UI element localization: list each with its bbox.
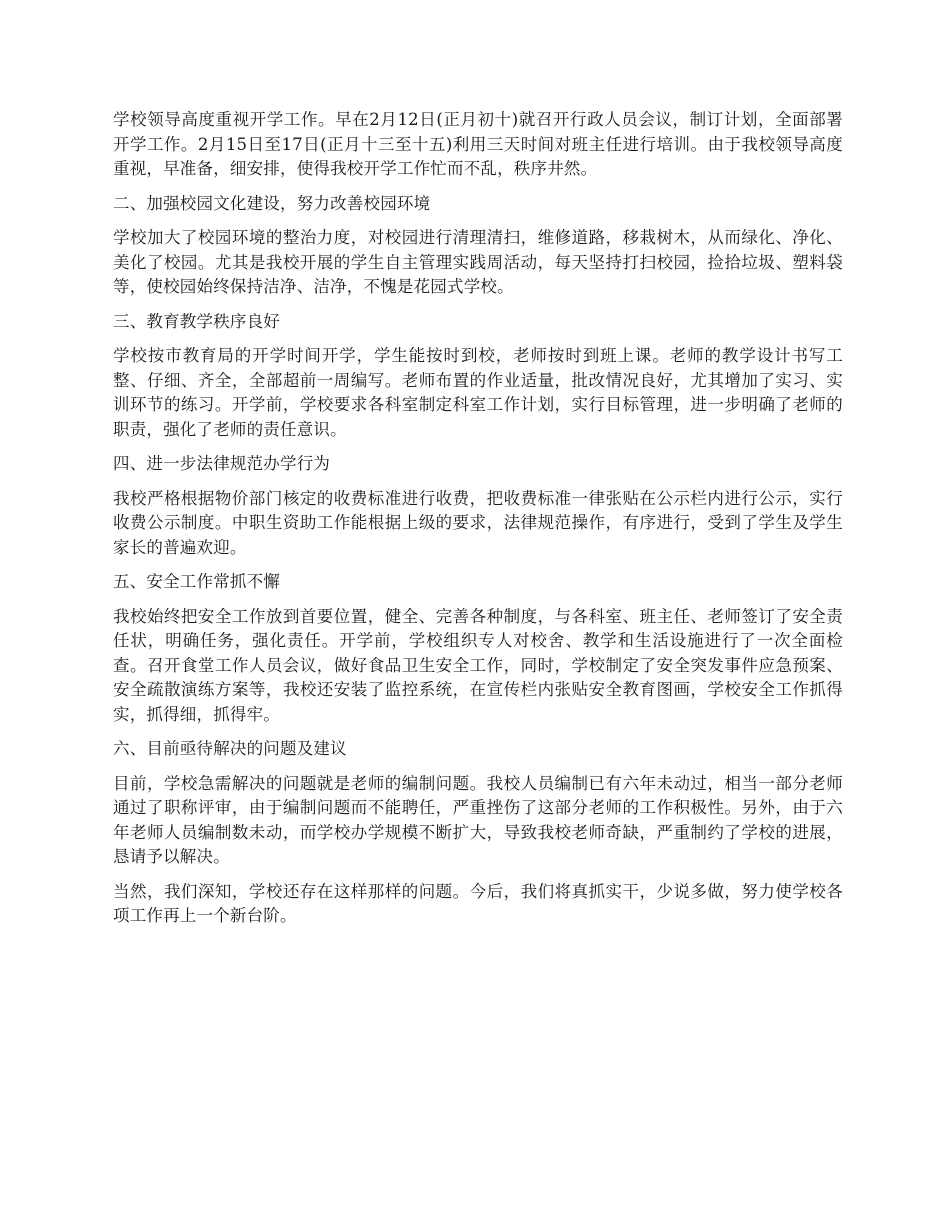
section-heading-regulated-operation: 四、进一步法律规范办学行为 xyxy=(113,454,331,473)
campus-culture-paragraph: 学校加大了校园环境的整治力度，对校园进行清理清扫，维修道路，移栽树木，从而绿化、净化、美化了校园。尤其是我校开展的学生自主管理实践周活动，每天坚持打扫校园，捡拾垃圾、塑料袋等，使校园始终保持洁净、洁净，不愧是花园式学校。 xyxy=(113,228,843,296)
section-heading-problems: 六、目前亟待解决的问题及建议 xyxy=(113,739,347,758)
section-heading-campus-culture: 二、加强校园文化建设，努力改善校园环境 xyxy=(113,193,431,213)
intro-paragraph: 学校领导高度重视开学工作。早在2月12日(正月初十)就召开行政人员会议，制订计划，全面部署开学工作。2月15日至17日(正月十三至十五)利用三天时间对班主任进行培训。由于我校领导高度重视，早准备，细安排，使得我校开学工作忙而不乱，秩序井然。 xyxy=(113,110,843,178)
section-heading-teaching-order: 三、教育教学秩序良好 xyxy=(113,311,280,331)
regulated-operation-paragraph: 我校严格根据物价部门核定的收费标准进行收费，把收费标准一律张贴在公示栏内进行公示，实行收费公示制度。中职生资助工作能根据上级的要求，法律规范操作，有序进行，受到了学生及学生家长的普遍欢迎。 xyxy=(113,488,843,557)
section-heading-safety: 五、安全工作常抓不懈 xyxy=(113,572,280,591)
problems-paragraph: 目前，学校急需解决的问题就是老师的编制问题。我校人员编制已有六年未动过，相当一部分老师通过了职称评审，由于编制问题而不能聘任，严重挫伤了这部分老师的工作积极性。另外，由于六年老师人员编制数未动，而学校办学规模不断扩大，导致我校老师奇缺，严重制约了学校的进展，恳请予以解决。 xyxy=(113,773,843,866)
teaching-order-paragraph: 学校按市教育局的开学时间开学，学生能按时到校，老师按时到班上课。老师的教学设计书写工整、仔细、齐全，全部超前一周编写。老师布置的作业适量，批改情况良好，尤其增加了实习、实训环节的练习。开学前，学校要求各科室制定科室工作计划，实行目标管理，进一步明确了老师的职责，强化了老师的责任意识。 xyxy=(113,346,843,439)
document-body xyxy=(113,108,843,939)
safety-paragraph: 我校始终把安全工作放到首要位置，健全、完善各种制度，与各科室、班主任、老师签订了安全责任状，明确任务，强化责任。开学前，学校组织专人对校舍、教学和生活设施进行了一次全面检查。召开食堂工作人员会议，做好食品卫生安全工作，同时，学校制定了安全突发事件应急预案、安全疏散演练方案等，我校还安装了监控系统，在宣传栏内张贴安全教育图画，学校安全工作抓得实，抓得细，抓得牢。 xyxy=(113,606,843,724)
closing-paragraph: 当然，我们深知，学校还存在这样那样的问题。今后，我们将真抓实干，少说多做，努力使学校各项工作再上一个新台阶。 xyxy=(113,881,843,925)
